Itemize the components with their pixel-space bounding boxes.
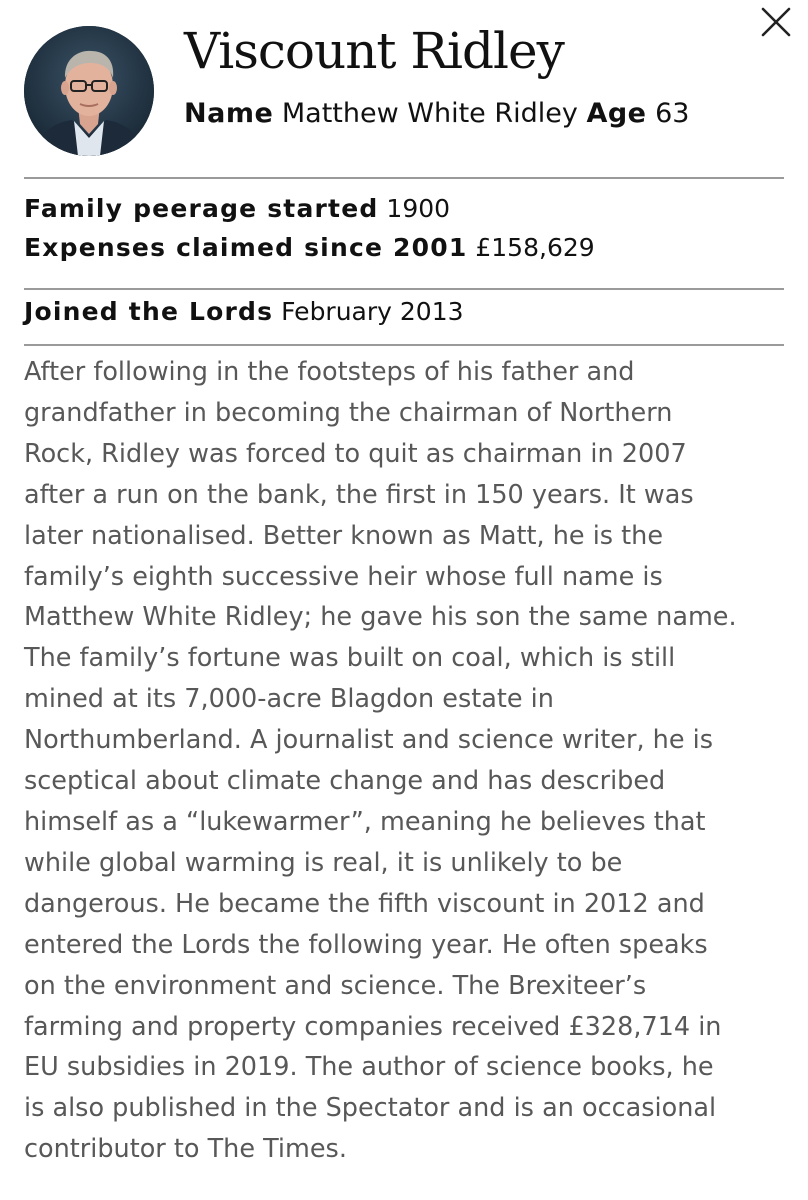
bio-line: Rock, Ridley was forced to quit as chairman in 2007 <box>24 438 687 469</box>
bio-line: entered the Lords the following year. He often speaks <box>24 929 708 960</box>
avatar <box>24 26 154 156</box>
expenses-label: Expenses claimed since 2001 <box>24 233 468 262</box>
bio-line: while global warming is real, it is unlikely to be <box>24 847 623 878</box>
bio-line: After following in the footsteps of his father and <box>24 357 635 387</box>
bio-line: Northumberland. A journalist and science writer, he is <box>24 725 713 756</box>
bio-line: on the environment and science. The Brexiteer’s <box>24 970 647 1001</box>
expenses-value: £158,629 <box>475 233 595 262</box>
bio-line: contributor to The Times. <box>24 1134 347 1165</box>
close-button[interactable] <box>758 4 794 40</box>
bio-line: later nationalised. Better known as Matt, he is the <box>24 520 664 551</box>
joined-fact <box>24 297 464 326</box>
bio-line: mined at its 7,000-acre Blagdon estate in <box>24 684 554 715</box>
divider <box>24 177 784 179</box>
name-age-line <box>184 98 689 129</box>
joined-value: February 2013 <box>281 297 464 326</box>
divider <box>24 344 784 346</box>
bio-line: is also published in the Spectator and is an occasional <box>24 1093 717 1124</box>
bio-line: sceptical about climate change and has described <box>24 766 666 797</box>
bio-text <box>24 352 792 1170</box>
bio-line: dangerous. He became the fifth viscount in 2012 and <box>24 888 705 919</box>
bio-line: The family’s fortune was built on coal, which is still <box>24 643 676 674</box>
divider <box>24 288 784 290</box>
portrait-icon <box>24 26 154 156</box>
peerage-label: Family peerage started <box>24 194 379 223</box>
age-value: 63 <box>655 98 690 129</box>
expenses-fact <box>24 233 595 262</box>
bio-line: grandfather in becoming the chairman of Northern <box>24 397 673 428</box>
age-label: Age <box>586 98 647 129</box>
peerage-value: 1900 <box>386 194 451 223</box>
bio-line: EU subsidies in 2019. The author of science books, he <box>24 1052 714 1083</box>
bio-line: himself as a “lukewarmer”, meaning he believes that <box>24 806 706 837</box>
name-label: Name <box>184 98 274 129</box>
joined-label: Joined the Lords <box>24 297 274 326</box>
bio-line: farming and property companies received £328,714 in <box>24 1011 722 1042</box>
page-title: Viscount Ridley <box>184 22 564 80</box>
close-icon <box>758 4 794 40</box>
peerage-fact <box>24 194 450 223</box>
bio-line: after a run on the bank, the first in 150 years. It was <box>24 479 694 510</box>
bio-line: family’s eighth successive heir whose full name is <box>24 561 663 592</box>
name-value: Matthew White Ridley <box>281 98 578 129</box>
bio-line: Matthew White Ridley; he gave his son the same name. <box>24 602 737 633</box>
